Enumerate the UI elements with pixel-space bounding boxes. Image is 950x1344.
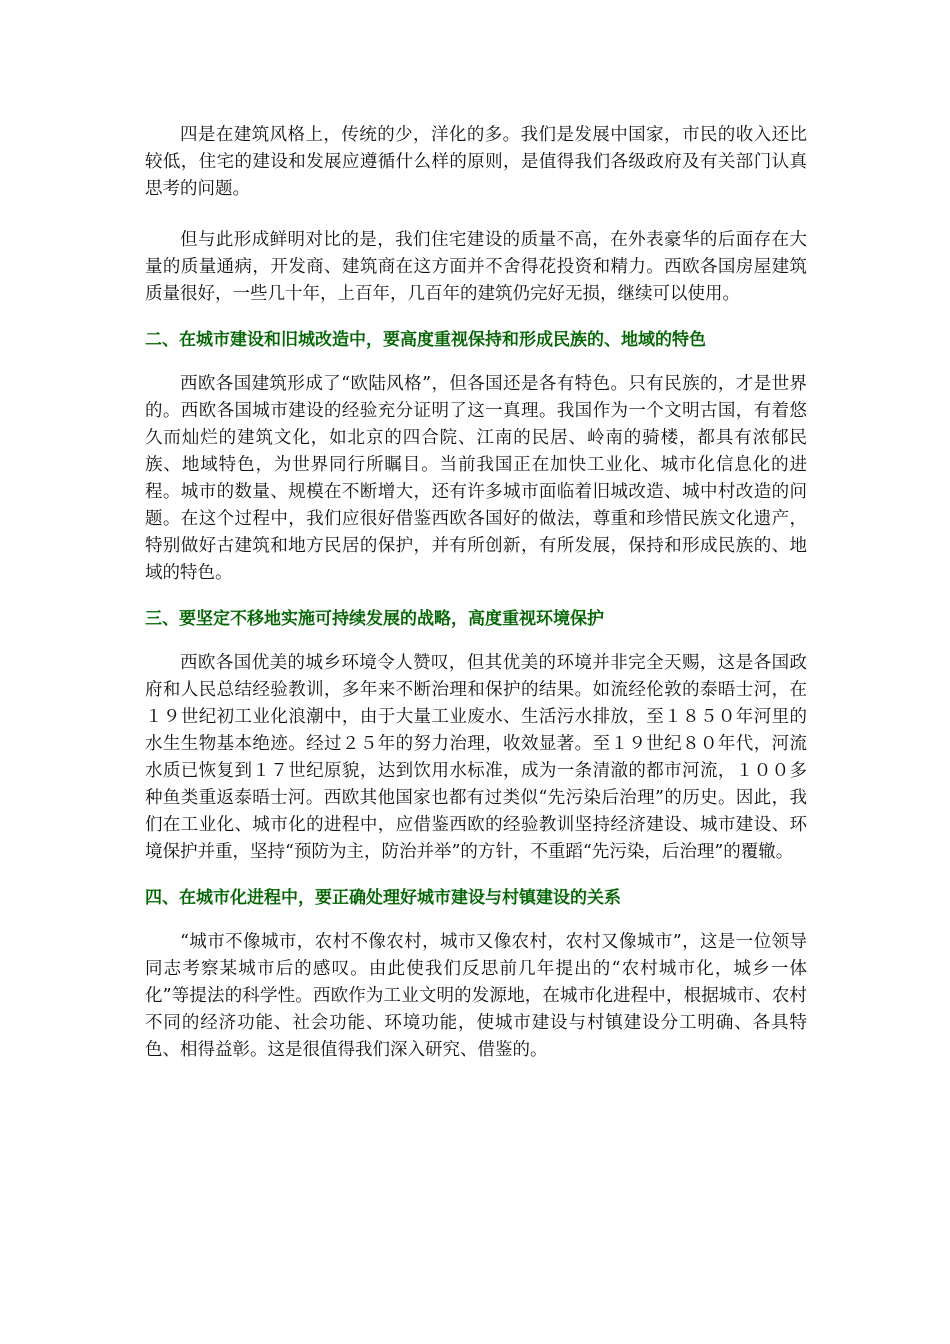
section-body-environment: 西欧各国优美的城乡环境令人赞叹，但其优美的环境并非完全天赐，这是各国政府和人民总结经验教训，多年来不断治理和保护的结果。如流经伦敦的泰晤士河，在１９世纪初工业化浪潮中，由于大量工业废水、生活污水排放，至１８５０年河里的水生生物基本绝迹。经过２５年的努力治理，收效显著。至１９世纪８０年代，河流水质已恢复到１７世纪原貌，达到饮用水标准，成为一条清澈的都市河流，１００多种鱼类重返泰晤士河。西欧其他国家也都有过类似“先污染后治理”的历史。因此，我们在工业化、城市化的进程中，应借鉴西欧的经验教训坚持经济建设、城市建设、环境保护并重，坚持“预防为主，防治并举”的方针，不重蹈“先污染，后治理”的覆辙。 (145, 653, 807, 862)
section-heading-ethnic-features: 二、在城市建设和旧城改造中，要高度重视保持和形成民族的、地域的特色 (145, 330, 706, 350)
section-heading-environment: 三、要坚定不移地实施可持续发展的战略，高度重视环境保护 (145, 609, 604, 629)
document-page (145, 122, 807, 1064)
paragraph-architecture-style: 四是在建筑风格上，传统的少，洋化的多。我们是发展中国家，市民的收入还比较低，住宅的建设和发展应遵循什么样的原则，是值得我们各级政府及有关部门认真思考的问题。 (145, 125, 807, 199)
section-body-urban-rural: “城市不像城市，农村不像农村，城市又像农村，农村又像城市”，这是一位领导同志考察某城市后的感叹。由此使我们反思前几年提出的“农村城市化，城乡一体化”等提法的科学性。西欧作为工业文明的发源地，在城市化进程中，根据城市、农村不同的经济功能、社会功能、环境功能，使城市建设与村镇建设分工明确、各具特色、相得益彰。这是很值得我们深入研究、借鉴的。 (145, 932, 807, 1060)
paragraph-construction-quality: 但与此形成鲜明对比的是，我们住宅建设的质量不高，在外表豪华的后面存在大量的质量通病，开发商、建筑商在这方面并不舍得花投资和精力。西欧各国房屋建筑质量很好，一些几十年，上百年，几百年的建筑仍完好无损，继续可以使用。 (145, 230, 807, 304)
section-body-ethnic-features: 西欧各国建筑形成了“欧陆风格”，但各国还是各有特色。只有民族的，才是世界的。西欧各国城市建设的经验充分证明了这一真理。我国作为一个文明古国，有着悠久而灿烂的建筑文化，如北京的四合院、江南的民居、岭南的骑楼，都具有浓郁民族、地域特色，为世界同行所瞩目。当前我国正在加快工业化、城市化信息化的进程。城市的数量、规模在不断增大，还有许多城市面临着旧城改造、城中村改造的问题。在这个过程中，我们应很好借鉴西欧各国好的做法，尊重和珍惜民族文化遗产，特别做好古建筑和地方民居的保护，并有所创新，有所发展，保持和形成民族的、地域的特色。 (145, 374, 807, 583)
section-heading-urban-rural: 四、在城市化进程中，要正确处理好城市建设与村镇建设的关系 (145, 888, 621, 908)
